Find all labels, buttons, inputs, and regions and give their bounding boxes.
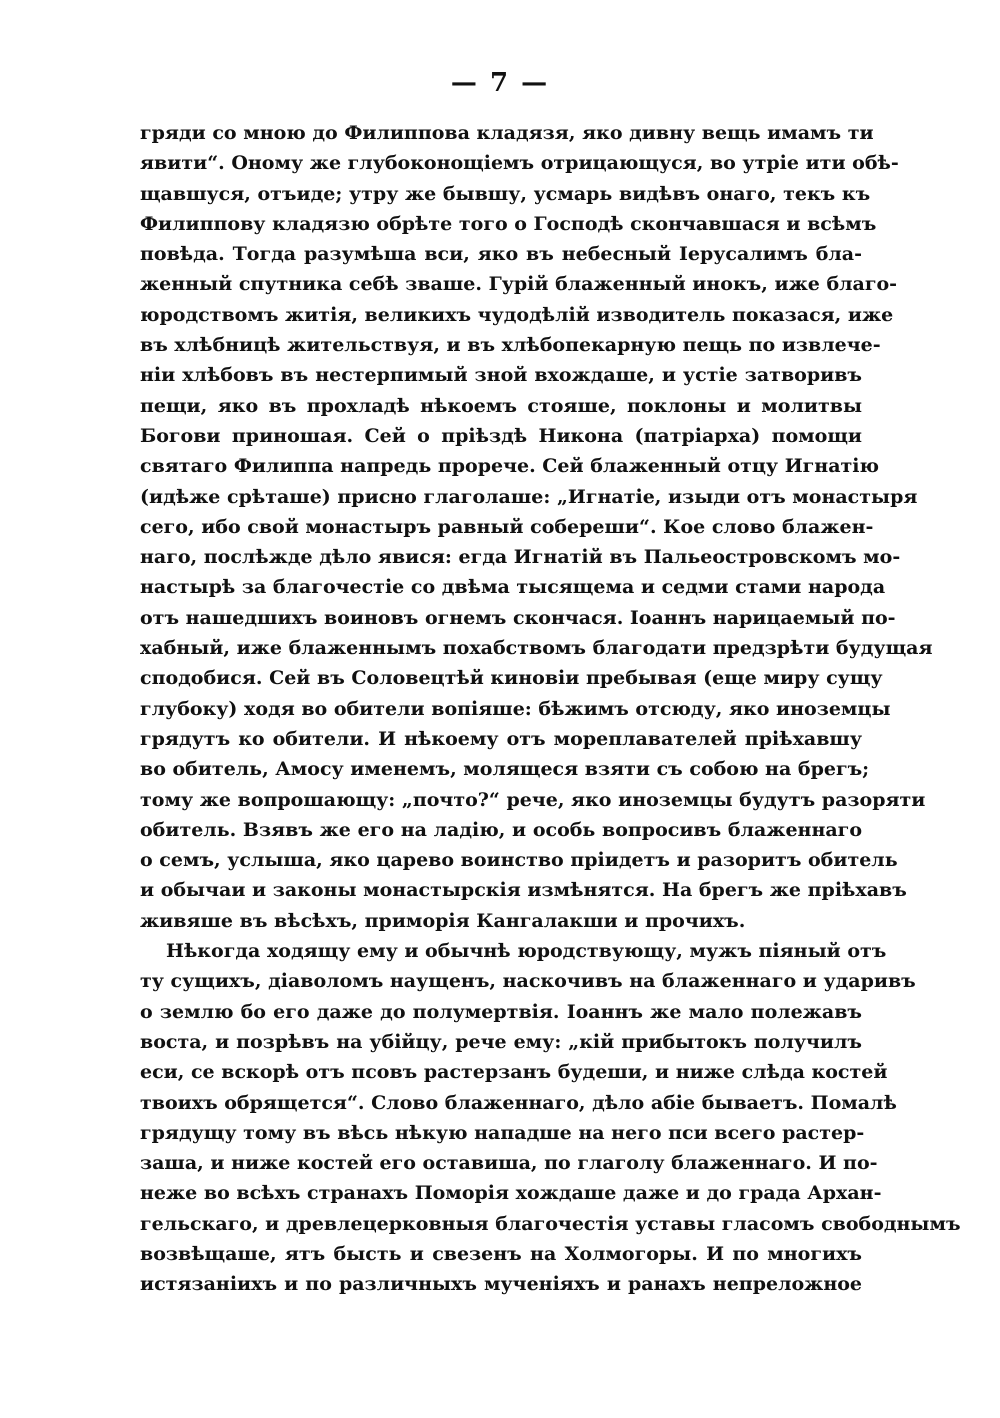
text-line: юродствомъ житія, великихъ чудодѣлій изводитель показася, иже [140,303,894,326]
text-line: грядутъ ко обители. И нѣкоему отъ мореплавателей пріѣхавшу [140,727,862,750]
text-line: о землю бо его даже до полумертвія. Іоаннъ же мало полежавъ [140,1000,862,1023]
text-line: глубоку) ходя во обители вопіяше: бѣжимъ отсюду, яко иноземцы [140,697,891,720]
text-line: Филиппову кладязю обрѣте того о Господѣ скончавшася и всѣмъ [140,212,877,235]
text-line: грядущу тому въ вѣсь нѣкую нападше на него пси всего растер- [140,1121,865,1144]
text-line: хабный, иже блаженнымъ похабствомъ благодати предзрѣти будущая [140,637,933,660]
text-line: возвѣщаше, ятъ бысть и свезенъ на Холмогоры. И по многихъ [140,1242,862,1265]
text-line: гряди со мною до Филиппова кладязя, яко дивну вещь имамъ ти [140,122,874,144]
page-number: — 7 — [450,68,550,98]
text-line: о семъ, услыша, яко царево воинство пріидетъ и разоритъ обитель [140,849,898,872]
text-line: неже во всѣхъ странахъ Поморія хождаше даже и до града Архан- [140,1182,882,1205]
text-line: воста, и позрѣвъ на убійцу, рече ему: „кій прибытокъ получилъ [140,1030,862,1053]
text-line: обитель. Взявъ же его на ладію, и особь вопросивъ блаженнаго [140,818,862,841]
body-text [140,118,961,1300]
text-line: заша, и ниже костей его оставиша, по глаголу блаженнаго. И по- [140,1152,878,1175]
text-line: Нѣкогда ходящу ему и обычнѣ юродствующу, мужъ піяный отъ [166,940,887,963]
text-line: гельскаго, и древлецерковныя благочестія уставы гласомъ свободнымъ [140,1212,961,1235]
text-line: (идѣже срѣташе) присно глаголаше: „Игнатіе, изыди отъ монастыря [140,485,918,508]
text-line: въ хлѣбницѣ жительствуя, и въ хлѣбопекарную пещь по извлече- [140,334,881,357]
text-line: отъ нашедшихъ воиновъ огнемъ скончася. Іоаннъ нарицаемый по- [140,606,896,629]
text-line: щавшуся, отъиде; утру же бывшу, усмарь видѣвъ онаго, текъ къ [140,182,871,205]
paragraph [140,936,961,1300]
text-line: святаго Филиппа напредь прорече. Сей блаженный отцу Игнатію [140,455,879,478]
text-line: тому же вопрошающу: „почто?“ рече, яко иноземцы будутъ разоряти [140,788,926,811]
text-line: женный спутника себѣ зваше. Гурій блаженный инокъ, иже благо- [140,273,898,296]
text-line: повѣда. Тогда разумѣша вси, яко въ небесный Іерусалимъ бла- [140,243,862,266]
text-line: сподобися. Сей въ Соловецтѣй киновіи пребывая (еще миру сущу [140,667,883,690]
text-line: и обычаи и законы монастырскія измѣнятся. На брегъ же пріѣхавъ [140,879,907,902]
paragraph [140,118,933,936]
text-line: истязаніихъ и по различныхъ мученіяхъ и ранахъ непреложное [140,1273,862,1296]
text-line: явити“. Оному же глубоконощіемъ отрицающуся, во утріе ити обѣ- [140,152,899,175]
text-line: пещи, яко въ прохладѣ нѣкоемъ стояше, поклоны и молитвы [140,394,862,417]
text-line: во обитель, Амосу именемъ, молящеся взяти съ собою на брегъ; [140,758,870,781]
text-line: наго, послѣжде дѣло явися: егда Игнатій въ Пальеостровскомъ мо- [140,546,901,569]
text-line: ніи хлѣбовъ въ нестерпимый зной вхождаше, и устіе затворивъ [140,364,862,387]
text-line: твоихъ обрящется“. Слово блаженнаго, дѣло абіе бываетъ. Помалѣ [140,1091,897,1114]
text-line: еси, се вскорѣ отъ псовъ растерзанъ будеши, и ниже слѣда костей [140,1061,888,1084]
text-line: сего, ибо свой монастыръ равный собереши“. Кое слово блажен- [140,515,874,538]
text-line: настырѣ за благочестіе со двѣма тысящема и седми стами народа [140,576,886,599]
text-line: живяше въ вѣсѣхъ, приморія Кангалакши и прочихъ. [140,909,746,932]
text-line: ту сущихъ, діаволомъ наущенъ, наскочивъ на блаженнаго и ударивъ [140,970,916,993]
text-line: Богови приношая. Сей о пріѣздѣ Никона (патріарха) помощи [140,424,862,447]
